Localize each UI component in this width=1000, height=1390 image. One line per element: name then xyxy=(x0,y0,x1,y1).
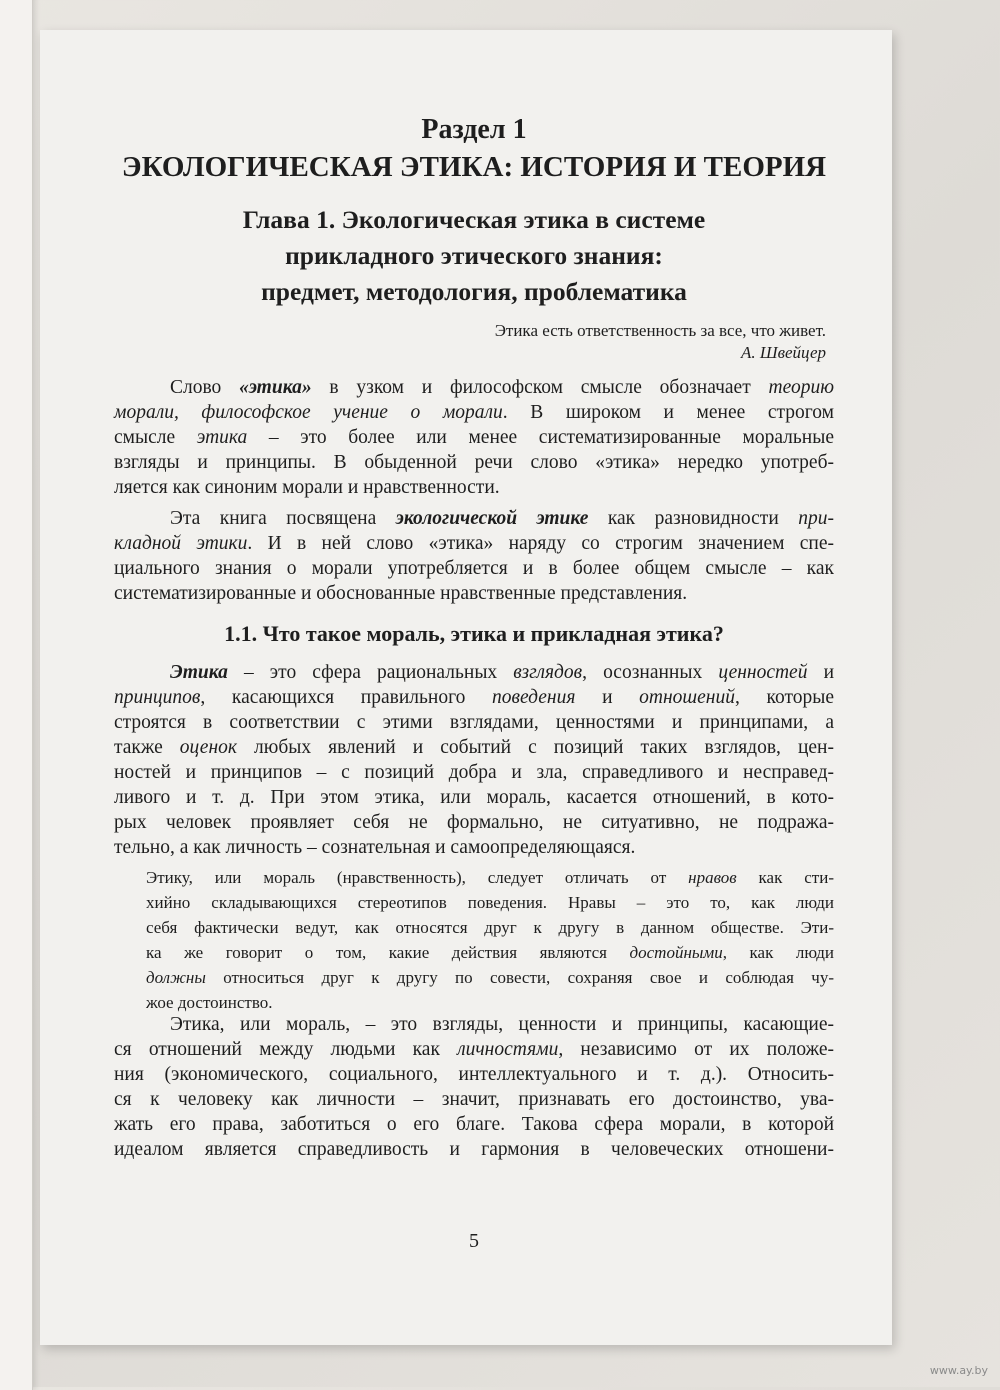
epigraph xyxy=(495,320,826,364)
watermark: www.ay.by xyxy=(929,1364,988,1377)
epigraph-text: Этика есть ответственность за все, что живет. xyxy=(494,321,826,340)
chapter-title-line: Глава 1. Экологическая этика в системе xyxy=(242,205,706,234)
page-number: 5 xyxy=(469,1230,479,1252)
paragraph-book-scope xyxy=(114,506,834,606)
paragraph-definition xyxy=(114,375,834,500)
text-line: смысле этика – это более или менее систематизированные моральные xyxy=(114,427,834,448)
text-line: жать его права, заботиться о его благе. Такова сфера морали, в которой xyxy=(114,1114,834,1135)
text-line: себя фактически ведут, как относятся друг к другу в данном обществе. Эти- xyxy=(146,918,834,937)
chapter-title-line: прикладного этического знания: xyxy=(285,241,663,270)
text-line: ния (экономического, социального, интеллектуального и т. д.). Относить- xyxy=(114,1064,834,1085)
text-line: рых человек проявляет себя не формально, не ситуативно, не подража- xyxy=(114,812,834,833)
paragraph-personality xyxy=(114,1012,834,1162)
text-line: Эта книга посвящена экологической этике как разновидности при- xyxy=(170,508,834,529)
text-line: Слово «этика» в узком и философском смысле обозначает теорию xyxy=(170,377,834,398)
epigraph-author: А. Швейцер xyxy=(740,343,826,362)
text-line: хийно складывающихся стереотипов поведения. Нравы – это то, как люди xyxy=(146,893,834,912)
text-line: Этика, или мораль, – это взгляды, ценности и принципы, касающие- xyxy=(170,1014,834,1035)
text-line: ностей и принципов – с позиций добра и зла, справедливого и несправед- xyxy=(114,762,834,783)
text-line: должны относиться друг к другу по совести, сохраняя свое и соблюдая чу- xyxy=(146,968,834,987)
text-line: морали, философское учение о морали. В широком и менее строгом xyxy=(114,402,835,423)
book-page xyxy=(40,30,892,1345)
text-line: Этику, или мораль (нравственность), следует отличать от нравов как сти- xyxy=(146,868,834,887)
paragraph-ethics-definition xyxy=(114,660,834,860)
section-title: ЭКОЛОГИЧЕСКАЯ ЭТИКА: ИСТОРИЯ И ТЕОРИЯ xyxy=(121,151,827,183)
chapter-title xyxy=(114,202,834,310)
text-line: ся отношений между людьми как личностями, независимо от их положе- xyxy=(114,1039,834,1060)
note-block xyxy=(146,865,834,1015)
adjacent-page-edge xyxy=(0,0,33,1390)
text-line: жое достоинство. xyxy=(146,993,273,1012)
text-line: ляется как синоним морали и нравственности. xyxy=(114,477,500,498)
text-line: принципов, касающихся правильного поведения и отношений, которые xyxy=(114,687,834,708)
chapter-title-line: предмет, методология, проблематика xyxy=(261,277,687,306)
text-line: Этика – это сфера рациональных взглядов, осознанных ценностей и xyxy=(170,662,835,683)
text-line: циального знания о морали употребляется и в более общем смысле – как xyxy=(114,558,834,579)
subsection-title: 1.1. Что такое мораль, этика и прикладная этика? xyxy=(224,621,724,646)
text-line: кладной этики. И в ней слово «этика» наряду со строгим значением спе- xyxy=(114,533,834,554)
text-line: взгляды и принципы. В обыденной речи слово «этика» нередко употреб- xyxy=(114,452,834,473)
section-label: Раздел 1 xyxy=(421,114,527,145)
text-line: также оценок любых явлений и событий с позиций таких взглядов, цен- xyxy=(114,737,834,758)
text-line: ка же говорит о том, какие действия являются достойными, как люди xyxy=(146,943,834,962)
text-line: строятся в соответствии с этими взглядами, ценностями и принципами, а xyxy=(114,712,834,733)
text-line: идеалом является справедливость и гармония в человеческих отношени- xyxy=(114,1139,834,1160)
text-line: ся к человеку как личности – значит, признавать его достоинство, ува- xyxy=(114,1089,834,1110)
text-line: тельно, а как личность – сознательная и самоопределяющаяся. xyxy=(114,837,636,858)
text-line: систематизированные и обоснованные нравственные представления. xyxy=(114,583,688,604)
text-line: ливого и т. д. При этом этика, или мораль, касается отношений, в кото- xyxy=(114,787,834,808)
